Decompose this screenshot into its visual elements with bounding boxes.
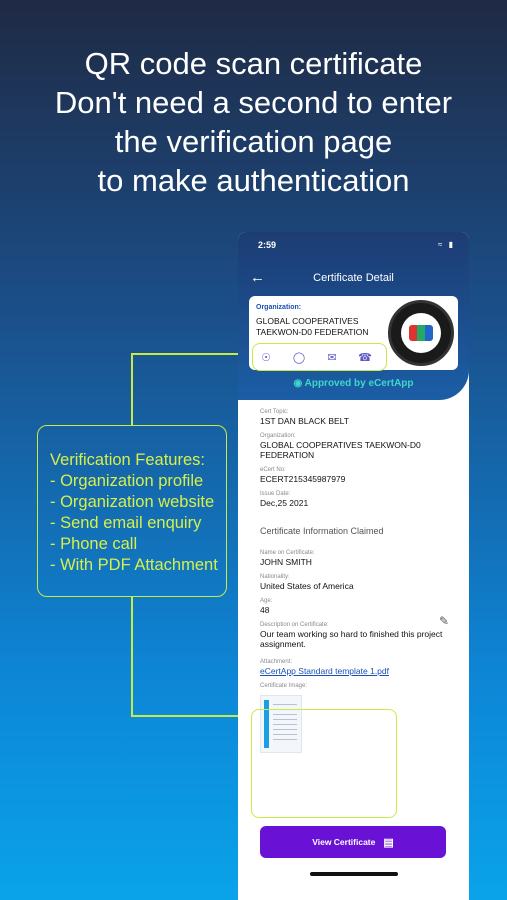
headline-line-3: the verification page xyxy=(114,124,393,159)
approved-badge xyxy=(238,378,469,389)
wifi-battery-icon: ≈ ▮ xyxy=(437,240,455,249)
phone-icon[interactable]: ☎ xyxy=(358,352,372,364)
headline xyxy=(0,44,507,200)
feature-item: - Phone call xyxy=(50,535,138,553)
headline-line-4: to make authentication xyxy=(97,163,410,198)
nationality-value: United States of America xyxy=(260,581,354,591)
age-value: 48 xyxy=(260,605,270,615)
view-certificate-button[interactable] xyxy=(260,826,446,858)
feature-item: - Send email enquiry xyxy=(50,514,202,532)
name-value: JOHN SMITH xyxy=(260,557,312,567)
section-title: Certificate Information Claimed xyxy=(260,526,384,536)
feature-item: - With PDF Attachment xyxy=(50,556,218,574)
cert-topic-value: 1ST DAN BLACK BELT xyxy=(260,416,349,426)
field-label: eCert No: xyxy=(260,467,286,473)
connector-bottom-vertical xyxy=(131,597,133,715)
field-label: Age: xyxy=(260,598,273,604)
description-label: Description on Certificate: xyxy=(260,622,329,628)
check-circle-icon: ◉ xyxy=(293,378,305,389)
field-label xyxy=(260,614,455,628)
field-label: Nationality: xyxy=(260,574,290,580)
headline-line-1: QR code scan certificate xyxy=(84,46,423,81)
field-label: Name on Certificate: xyxy=(260,550,315,556)
org-label: Organization: xyxy=(256,304,302,311)
issue-date-value: Dec,25 2021 xyxy=(260,498,309,508)
profile-icon[interactable]: ☉ xyxy=(261,352,271,364)
field-label: Attachment: xyxy=(260,659,293,665)
status-time: 2:59 xyxy=(258,240,277,250)
features-title: Verification Features: xyxy=(50,451,205,469)
ecert-no-value: ECERT215345987979 xyxy=(260,474,346,484)
field-label: Certificate Image: xyxy=(260,683,308,689)
description-value: Our team working so hard to finished this project assignment. xyxy=(260,629,443,649)
edit-icon[interactable]: ✎ xyxy=(438,614,449,628)
features-callout xyxy=(37,425,227,597)
headline-line-2: Don't need a second to enter xyxy=(54,85,453,120)
status-bar xyxy=(238,240,469,254)
globe-icon[interactable]: ◯ xyxy=(292,352,306,364)
email-icon[interactable]: ✉ xyxy=(327,352,337,364)
feature-item: - Organization website xyxy=(50,493,215,511)
field-label: Cert Topic: xyxy=(260,409,289,415)
view-certificate-label: View Certificate xyxy=(312,837,376,847)
page-title: Certificate Detail xyxy=(313,272,394,284)
back-arrow-icon[interactable]: ← xyxy=(250,269,265,286)
actions-highlight xyxy=(252,343,387,371)
attachment-link[interactable]: eCertApp Standard template 1.pdf xyxy=(260,666,389,676)
document-icon: ▤ xyxy=(383,836,394,849)
attachment-highlight xyxy=(251,709,397,818)
feature-item: - Organization profile xyxy=(50,472,204,490)
field-label: Issue Date: xyxy=(260,491,291,497)
org-name: GLOBAL COOPERATIVES TAEKWON-D0 FEDERATION xyxy=(256,316,369,337)
home-indicator xyxy=(310,872,398,876)
field-label: Organization: xyxy=(260,433,296,439)
approved-text: Approved by eCertApp xyxy=(304,378,414,389)
features-list xyxy=(50,450,218,576)
nav-bar xyxy=(238,270,469,288)
organization-value: GLOBAL COOPERATIVES TAEKWON-D0 FEDERATION xyxy=(260,440,421,460)
connector-top-horizontal xyxy=(131,353,253,355)
certificate-details xyxy=(260,402,455,753)
connector-top-vertical xyxy=(131,353,133,425)
org-logo xyxy=(388,300,454,366)
connector-bottom-horizontal xyxy=(131,715,251,717)
